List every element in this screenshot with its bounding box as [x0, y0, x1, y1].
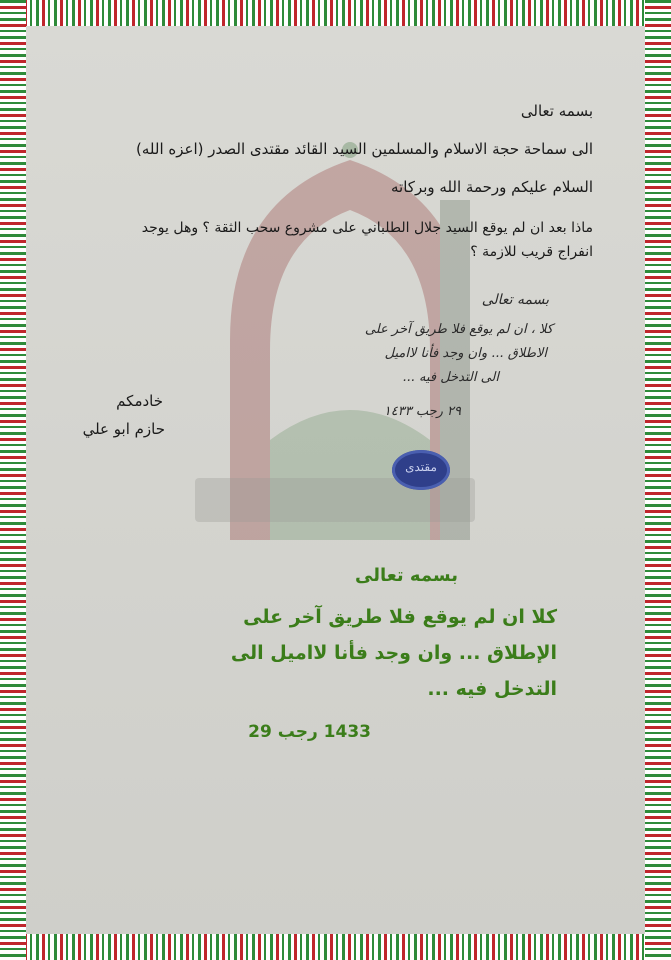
- letter-question-line1: ماذا بعد ان لم يوقع السيد جلال الطلباني على مشروع سحب الثقة ؟ وهل يوجد: [141, 220, 593, 236]
- letter-basmala: بسمه تعالى: [520, 102, 593, 120]
- decorative-border-left: [0, 0, 26, 960]
- decorative-border-right: [645, 0, 671, 960]
- letter-signoff: خادمكم: [116, 392, 163, 410]
- letter-sender: حازم ابو علي: [82, 420, 165, 438]
- handwritten-line1: كلا ، ان لم يوقع فلا طريق آخر على: [364, 322, 553, 337]
- transcription-line2: الإطلاق ... وان وجد فأنا لااميل الى: [230, 642, 557, 664]
- transcription-line1: كلا ان لم يوقع فلا طريق آخر على: [243, 606, 557, 628]
- decorative-border-bottom: [0, 934, 671, 960]
- handwritten-line2: الاطلاق ... وان وجد فأنا لااميل: [384, 346, 547, 361]
- letter-addressee: الى سماحة حجة الاسلام والمسلمين السيد القائد مقتدى الصدر (اعزه الله): [136, 140, 593, 158]
- handwritten-date: ٢٩ رجب ١٤٣٣: [383, 404, 461, 419]
- transcription-line3: التدخل فيه ...: [427, 678, 557, 700]
- transcription-header: بسمه تعالى: [355, 565, 458, 586]
- seal-text: مقتدى: [405, 460, 437, 474]
- letter-question-line2: انفراج قريب للازمة ؟: [470, 244, 593, 260]
- official-seal: [392, 450, 450, 490]
- transcription-date: 1433 رجب 29: [248, 722, 371, 742]
- handwritten-header: بسمه تعالى: [481, 292, 549, 308]
- letter-greeting: السلام عليكم ورحمة الله وبركاته: [391, 178, 593, 196]
- handwritten-line3: الى التدخل فيه ...: [402, 370, 499, 385]
- decorative-border-top: [0, 0, 671, 26]
